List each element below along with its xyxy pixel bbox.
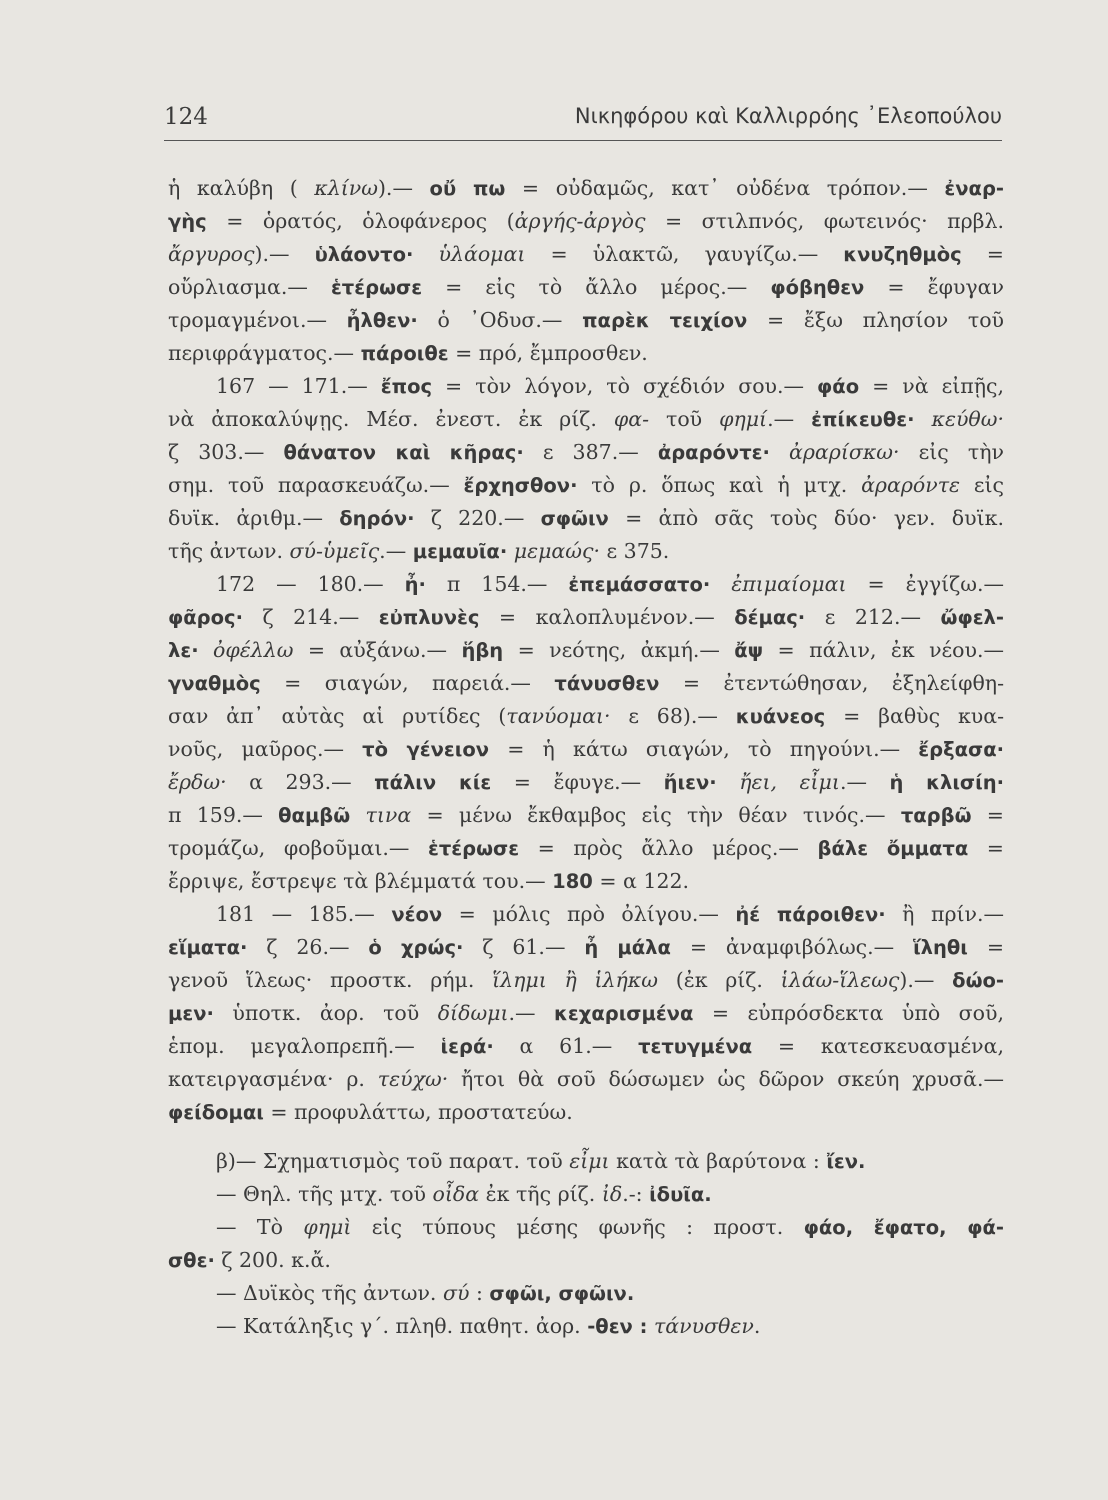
text-line: — Τὸ φημὶ εἰς τύπους μέσης φωνῆς : προστ. φάο, ἔφατο, φά- bbox=[216, 1215, 1004, 1239]
text-line: οὔρλιασμα.— ἑτέρωσε = εἰς τὸ ἄλλο μέρος.— φόβηθεν = ἔφυγαν bbox=[168, 275, 1004, 299]
text-line: φείδομαι = προφυλάττω, προστατεύω. bbox=[168, 1100, 573, 1124]
text-line: σθε· ζ 200. κ.ἄ. bbox=[168, 1248, 331, 1272]
text-line: τῆς ἀντων. σύ-ὑμεῖς.— μεμαυῖα· μεμαώς· ε 375. bbox=[168, 539, 670, 563]
text-line: ἡ καλύβη ( κλίνω).— οὔ πω = οὐδαμῶς, κατ᾿ οὐδένα τρόπον.— ἐναρ- bbox=[168, 176, 1004, 200]
running-title: Νικηφόρου καὶ Καλλιρρόης ᾿Ελεοπούλου bbox=[574, 104, 1002, 128]
text-line: π 159.— θαμβῶ τινα = μένω ἔκθαμβος εἰς τὴν θέαν τινός.— ταρβῶ = bbox=[168, 803, 1004, 827]
page-header bbox=[164, 96, 1002, 141]
text-line: γὴς = ὁρατός, ὁλοφάνερος (ἀργής-ἀργὸς = στιλπνός, φωτεινός· πρβλ. bbox=[168, 209, 1004, 233]
text-line: ἔρδω· α 293.— πάλιν κίε = ἔφυγε.— ἤιεν· ἤει, εἶμι.— ἡ κλισίη· bbox=[168, 770, 1004, 794]
text-line: 167 — 171.— ἔπος = τὸν λόγον, τὸ σχέδιόν σου.— φάο = νὰ εἰπῇς, bbox=[216, 374, 1004, 398]
text-line: νοῦς, μαῦρος.— τὸ γένειον = ἡ κάτω σιαγών, τὸ πηγούνι.— ἔρξασα· bbox=[168, 737, 1004, 761]
text-line: περιφράγματος.— πάροιθε = πρό, ἔμπροσθεν. bbox=[168, 341, 648, 365]
text-line: γενοῦ ἵλεως· προστκ. ρήμ. ἵλημι ἢ ἱλήκω (ἐκ ρίζ. ἱλάω-ἵλεως).— δώο- bbox=[168, 968, 1004, 992]
text-line: ἄργυρος).— ὑλάοντο· ὑλάομαι = ὑλακτῶ, γαυγίζω.— κνυζηθμὸς = bbox=[168, 242, 1004, 266]
text-line: — Κατάληξις γ΄. πληθ. παθητ. ἀορ. -θεν : τάνυσθεν. bbox=[216, 1314, 761, 1338]
text-line: ζ 303.— θάνατον καὶ κῆρας· ε 387.— ἀραρόντε· ἀραρίσκω· εἰς τὴν bbox=[168, 440, 1004, 464]
text-line: νὰ ἀποκαλύψῃς. Μέσ. ἐνεστ. ἐκ ρίζ. φα- τοῦ φημί.— ἐπίκευθε· κεύθω· bbox=[168, 407, 1004, 431]
text-line: τρομάζω, φοβοῦμαι.— ἑτέρωσε = πρὸς ἄλλο μέρος.— βάλε ὄμματα = bbox=[168, 836, 1004, 860]
text-line: ἑπομ. μεγαλοπρεπῆ.— ἱερά· α 61.— τετυγμένα = κατεσκευασμένα, bbox=[168, 1034, 1004, 1058]
text-line: δυϊκ. ἀριθμ.— δηρόν· ζ 220.— σφῶιν = ἀπὸ σᾶς τοὺς δύο· γεν. δυϊκ. bbox=[168, 506, 1004, 530]
text-line: — Θηλ. τῆς μτχ. τοῦ οἶδα ἐκ τῆς ρίζ. ἰδ.-: ἰδυῖα. bbox=[216, 1182, 712, 1206]
text-line: σημ. τοῦ παρασκευάζω.— ἔρχησθον· τὸ ρ. ὅπως καὶ ἡ μτχ. ἀραρόντε εἰς bbox=[168, 473, 1004, 497]
text-line: σαν ἀπ᾿ αὐτὰς αἱ ρυτίδες (τανύομαι· ε 68).— κυάνεος = βαθὺς κυα- bbox=[168, 704, 1004, 728]
text-line: — Δυϊκὸς τῆς ἀντων. σύ : σφῶι, σφῶιν. bbox=[216, 1281, 635, 1305]
text-line: κατειργασμένα· ρ. τεύχω· ἤτοι θὰ σοῦ δώσωμεν ὡς δῶρον σκεύη χρυσᾶ.— bbox=[168, 1067, 1004, 1091]
text-line: φᾶρος· ζ 214.— εὐπλυνὲς = καλοπλυμένον.— δέμας· ε 212.— ὤφελ- bbox=[168, 605, 1004, 629]
text-line: ἔρριψε, ἔστρεψε τὰ βλέμματά του.— 180 = α 122. bbox=[168, 869, 690, 893]
text-line: 172 — 180.— ἦ· π 154.— ἐπεμάσσατο· ἐπιμαίομαι = ἐγγίζω.— bbox=[216, 572, 1004, 596]
text-line: εἵματα· ζ 26.— ὁ χρώς· ζ 61.— ἦ μάλα = ἀναμφιβόλως.— ἵληθι = bbox=[168, 935, 1004, 959]
text-line: β)— Σχηματισμὸς τοῦ παρατ. τοῦ εἶμι κατὰ τὰ βαρύτονα : ἴεν. bbox=[216, 1149, 866, 1173]
text-line: λε· ὀφέλλω = αὐξάνω.— ἥβη = νεότης, ἀκμή.— ἄψ = πάλιν, ἐκ νέου.— bbox=[168, 638, 1004, 662]
commentary-text bbox=[168, 172, 1004, 1343]
text-line: μεν· ὑποτκ. ἀορ. τοῦ δίδωμι.— κεχαρισμένα = εὐπρόσδεκτα ὑπὸ σοῦ, bbox=[168, 1001, 1004, 1025]
text-line: γναθμὸς = σιαγών, παρειά.— τάνυσθεν = ἐτεντώθησαν, ἐξηλείφθη- bbox=[168, 671, 1004, 695]
page-number: 124 bbox=[164, 104, 208, 130]
paragraph-gap bbox=[168, 1129, 1004, 1145]
text-line: 181 — 185.— νέον = μόλις πρὸ ὀλίγου.— ἠέ πάροιθεν· ἢ πρίν.— bbox=[216, 902, 1004, 926]
text-line: τρομαγμένοι.— ἦλθεν· ὁ ᾿Οδυσ.— παρὲκ τειχίον = ἔξω πλησίον τοῦ bbox=[168, 308, 1004, 332]
